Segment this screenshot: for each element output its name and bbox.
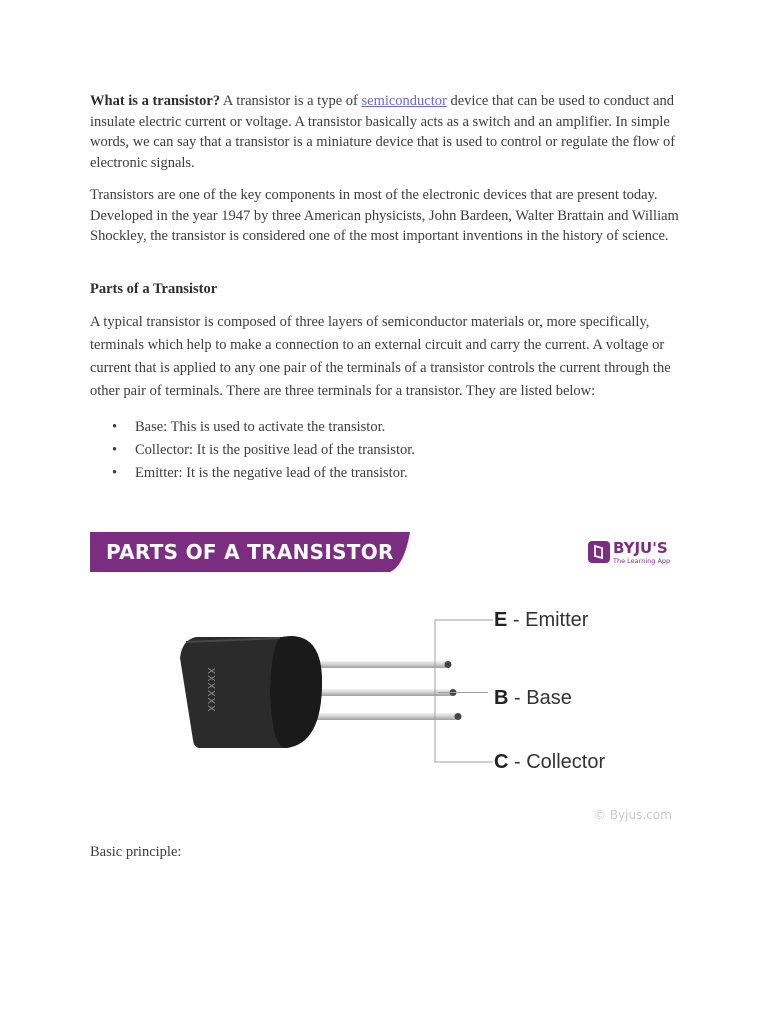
collector-label-letter: C bbox=[494, 751, 509, 773]
intro-text-before-link: A transistor is a type of bbox=[220, 93, 362, 109]
byjus-logo-tagline: The Learning App bbox=[613, 557, 671, 565]
history-paragraph: Transistors are one of the key components in most of the electronic devices that are present today. Developed in the year 1947 by three American physicists, John Bardeen, Walter Brattain and William Shockley, the transistor is considered one of the most important inventions in the history of science. bbox=[90, 187, 679, 244]
base-label-letter: B bbox=[494, 687, 509, 709]
transistor-figure bbox=[90, 532, 680, 832]
list-item-collector: • Collector: It is the positive lead of the transistor. bbox=[112, 439, 680, 462]
base-label-name: - Base bbox=[508, 687, 572, 709]
intro-paragraph bbox=[90, 91, 680, 173]
transistor-diagram bbox=[90, 582, 680, 832]
collector-label bbox=[494, 750, 605, 774]
terminal-list bbox=[90, 416, 680, 485]
section-heading: Parts of a Transistor bbox=[90, 280, 218, 297]
emitter-label bbox=[494, 608, 588, 632]
intro-text-after-link: device that can be used to conduct and insulate electric current or voltage. A transistor basically acts as a switch and an amplifier. In simple words, we can say that a transistor is a miniature device that is used to control or regulate the flow of electronic signals. bbox=[90, 93, 676, 171]
collector-label-name: - Collector bbox=[508, 751, 606, 773]
list-item-emitter: • Emitter: It is the negative lead of the transistor. bbox=[112, 462, 680, 485]
transistor-body bbox=[180, 636, 322, 748]
base-label bbox=[494, 686, 572, 710]
emitter-label-letter: E bbox=[494, 609, 508, 631]
banner-title: PARTS OF A TRANSISTOR bbox=[106, 540, 394, 564]
basic-principle-heading: Basic principle: bbox=[90, 844, 182, 860]
parts-paragraph: A typical transistor is composed of three layers of semiconductor materials or, more specifically, terminals which help to make a connection to an external circuit and carry the current. A voltage or current that is applied to any one pair of the terminals of a transistor controls the current through the other pair of terminals. There are three terminals for a transistor. They are listed below: bbox=[90, 313, 671, 400]
byjus-logo bbox=[588, 540, 680, 572]
collector-lead-tip bbox=[455, 713, 462, 720]
emitter-lead-tip bbox=[445, 661, 452, 668]
body-marking: XXXXXX bbox=[205, 667, 216, 713]
intro-lead: What is a transistor? bbox=[90, 93, 221, 109]
byjus-logo-word: BYJU'S bbox=[613, 539, 668, 557]
list-item-base: • Base: This is used to activate the transistor. bbox=[112, 416, 680, 439]
transistor-illustration bbox=[90, 582, 680, 832]
semiconductor-link[interactable]: semiconductor bbox=[361, 93, 447, 109]
article-content bbox=[90, 91, 680, 485]
figure-copyright: © Byjus.com bbox=[594, 808, 672, 822]
byjus-logo-icon bbox=[588, 541, 610, 563]
emitter-label-name: - Emitter bbox=[507, 609, 589, 631]
